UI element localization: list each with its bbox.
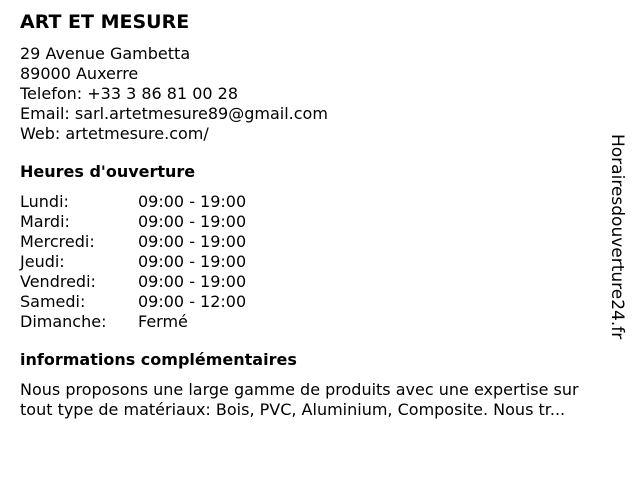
additional-info-text <box>20 380 620 420</box>
hours-row-sunday <box>20 312 620 332</box>
address-street: 29 Avenue Gambetta <box>20 44 191 63</box>
hours-row-monday <box>20 192 620 212</box>
web-line: Web: artetmesure.com/ <box>20 124 209 143</box>
hours-row-saturday <box>20 292 620 312</box>
hours-row-friday <box>20 272 620 292</box>
hours-day: Lundi: <box>20 192 69 211</box>
hours-day: Vendredi: <box>20 272 96 291</box>
hours-day: Mercredi: <box>20 232 95 251</box>
hours-time: Fermé <box>138 312 188 331</box>
hours-day: Samedi: <box>20 292 86 311</box>
hours-row-thursday <box>20 252 620 272</box>
business-card <box>20 8 620 420</box>
business-name: ART ET MESURE <box>20 11 190 33</box>
additional-info-line: tout type de matériaux: Bois, PVC, Aluminium, Composite. Nous tr... <box>20 400 566 419</box>
phone-line: Telefon: +33 3 86 81 00 28 <box>20 84 239 103</box>
additional-info-heading: informations complémentaires <box>20 350 297 369</box>
hours-day: Jeudi: <box>20 252 65 271</box>
email-line: Email: sarl.artetmesure89@gmail.com <box>20 104 328 123</box>
hours-time: 09:00 - 19:00 <box>138 272 247 291</box>
hours-day: Dimanche: <box>20 312 107 331</box>
hours-row-tuesday <box>20 212 620 232</box>
hours-day: Mardi: <box>20 212 70 231</box>
hours-time: 09:00 - 19:00 <box>138 212 247 231</box>
hours-time: 09:00 - 19:00 <box>138 192 247 211</box>
hours-time: 09:00 - 19:00 <box>138 232 247 251</box>
site-watermark: Horairesdouverture24.fr <box>607 134 627 340</box>
hours-time: 09:00 - 19:00 <box>138 252 247 271</box>
additional-info-line: Nous proposons une large gamme de produits avec une expertise sur <box>20 380 579 399</box>
hours-row-wednesday <box>20 232 620 252</box>
address-city: 89000 Auxerre <box>20 64 139 83</box>
hours-time: 09:00 - 12:00 <box>138 292 247 311</box>
opening-hours-table <box>20 192 620 332</box>
opening-hours-heading: Heures d'ouverture <box>20 162 196 181</box>
contact-block <box>20 44 620 144</box>
